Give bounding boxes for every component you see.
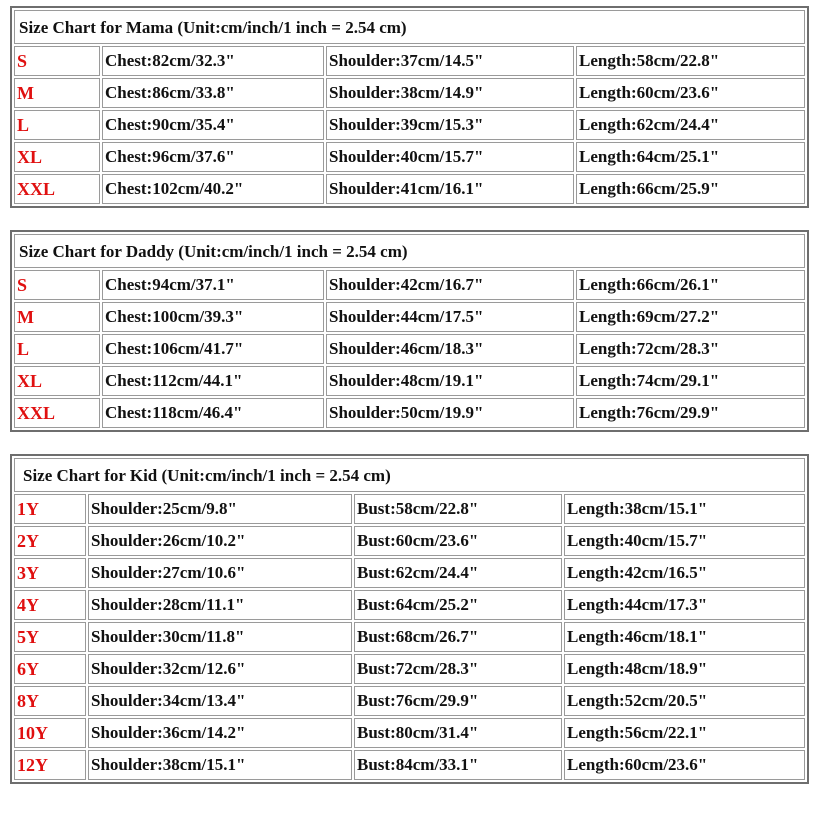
size-label: L — [14, 110, 100, 140]
chest-cell: Chest:90cm/35.4" — [102, 110, 324, 140]
bust-cell: Bust:62cm/24.4" — [354, 558, 562, 588]
size-label: L — [14, 334, 100, 364]
shoulder-cell: Shoulder:28cm/11.1" — [88, 590, 352, 620]
shoulder-cell: Shoulder:50cm/19.9" — [326, 398, 574, 428]
size-label: 1Y — [14, 494, 86, 524]
size-label: XXL — [14, 398, 100, 428]
table-row — [14, 494, 805, 524]
length-cell: Length:62cm/24.4" — [576, 110, 805, 140]
length-cell: Length:66cm/26.1" — [576, 270, 805, 300]
length-cell: Length:60cm/23.6" — [576, 78, 805, 108]
table-row — [14, 750, 805, 780]
length-cell: Length:66cm/25.9" — [576, 174, 805, 204]
table-row — [14, 590, 805, 620]
mama-size-table — [12, 44, 807, 206]
shoulder-cell: Shoulder:40cm/15.7" — [326, 142, 574, 172]
size-label: 3Y — [14, 558, 86, 588]
shoulder-cell: Shoulder:27cm/10.6" — [88, 558, 352, 588]
shoulder-cell: Shoulder:41cm/16.1" — [326, 174, 574, 204]
chest-cell: Chest:82cm/32.3" — [102, 46, 324, 76]
size-label: M — [14, 78, 100, 108]
shoulder-cell: Shoulder:30cm/11.8" — [88, 622, 352, 652]
size-label: XL — [14, 366, 100, 396]
length-cell: Length:69cm/27.2" — [576, 302, 805, 332]
length-cell: Length:42cm/16.5" — [564, 558, 805, 588]
table-row — [14, 142, 805, 172]
bust-cell: Bust:76cm/29.9" — [354, 686, 562, 716]
kid-size-table — [12, 492, 807, 782]
bust-cell: Bust:72cm/28.3" — [354, 654, 562, 684]
daddy-size-chart — [10, 230, 809, 432]
length-cell: Length:72cm/28.3" — [576, 334, 805, 364]
length-cell: Length:58cm/22.8" — [576, 46, 805, 76]
table-row — [14, 78, 805, 108]
table-row — [14, 526, 805, 556]
size-label: 6Y — [14, 654, 86, 684]
length-cell: Length:44cm/17.3" — [564, 590, 805, 620]
shoulder-cell: Shoulder:34cm/13.4" — [88, 686, 352, 716]
chest-cell: Chest:102cm/40.2" — [102, 174, 324, 204]
table-row — [14, 654, 805, 684]
table-row — [14, 558, 805, 588]
shoulder-cell: Shoulder:42cm/16.7" — [326, 270, 574, 300]
shoulder-cell: Shoulder:46cm/18.3" — [326, 334, 574, 364]
length-cell: Length:40cm/15.7" — [564, 526, 805, 556]
bust-cell: Bust:68cm/26.7" — [354, 622, 562, 652]
size-label: 8Y — [14, 686, 86, 716]
length-cell: Length:46cm/18.1" — [564, 622, 805, 652]
shoulder-cell: Shoulder:36cm/14.2" — [88, 718, 352, 748]
shoulder-cell: Shoulder:26cm/10.2" — [88, 526, 352, 556]
mama-size-chart — [10, 6, 809, 208]
table-row — [14, 174, 805, 204]
length-cell: Length:64cm/25.1" — [576, 142, 805, 172]
kid-chart-title: Size Chart for Kid (Unit:cm/inch/1 inch = 2.54 cm) — [14, 458, 805, 492]
shoulder-cell: Shoulder:39cm/15.3" — [326, 110, 574, 140]
shoulder-cell: Shoulder:37cm/14.5" — [326, 46, 574, 76]
chest-cell: Chest:118cm/46.4" — [102, 398, 324, 428]
chest-cell: Chest:86cm/33.8" — [102, 78, 324, 108]
length-cell: Length:60cm/23.6" — [564, 750, 805, 780]
bust-cell: Bust:60cm/23.6" — [354, 526, 562, 556]
size-label: XXL — [14, 174, 100, 204]
shoulder-cell: Shoulder:38cm/15.1" — [88, 750, 352, 780]
table-row — [14, 398, 805, 428]
length-cell: Length:52cm/20.5" — [564, 686, 805, 716]
mama-chart-title: Size Chart for Mama (Unit:cm/inch/1 inch = 2.54 cm) — [14, 10, 805, 44]
bust-cell: Bust:58cm/22.8" — [354, 494, 562, 524]
chest-cell: Chest:112cm/44.1" — [102, 366, 324, 396]
size-label: S — [14, 46, 100, 76]
table-row — [14, 46, 805, 76]
bust-cell: Bust:80cm/31.4" — [354, 718, 562, 748]
chest-cell: Chest:96cm/37.6" — [102, 142, 324, 172]
bust-cell: Bust:84cm/33.1" — [354, 750, 562, 780]
table-row — [14, 622, 805, 652]
length-cell: Length:48cm/18.9" — [564, 654, 805, 684]
size-label: M — [14, 302, 100, 332]
daddy-chart-title: Size Chart for Daddy (Unit:cm/inch/1 inch = 2.54 cm) — [14, 234, 805, 268]
shoulder-cell: Shoulder:44cm/17.5" — [326, 302, 574, 332]
daddy-size-table — [12, 268, 807, 430]
bust-cell: Bust:64cm/25.2" — [354, 590, 562, 620]
chest-cell: Chest:100cm/39.3" — [102, 302, 324, 332]
length-cell: Length:74cm/29.1" — [576, 366, 805, 396]
shoulder-cell: Shoulder:32cm/12.6" — [88, 654, 352, 684]
kid-size-chart — [10, 454, 809, 784]
length-cell: Length:56cm/22.1" — [564, 718, 805, 748]
size-label: 12Y — [14, 750, 86, 780]
size-label: 2Y — [14, 526, 86, 556]
table-row — [14, 302, 805, 332]
shoulder-cell: Shoulder:38cm/14.9" — [326, 78, 574, 108]
table-row — [14, 334, 805, 364]
chest-cell: Chest:94cm/37.1" — [102, 270, 324, 300]
size-label: 5Y — [14, 622, 86, 652]
table-row — [14, 366, 805, 396]
table-row — [14, 686, 805, 716]
size-label: XL — [14, 142, 100, 172]
shoulder-cell: Shoulder:25cm/9.8" — [88, 494, 352, 524]
length-cell: Length:38cm/15.1" — [564, 494, 805, 524]
size-label: S — [14, 270, 100, 300]
table-row — [14, 718, 805, 748]
length-cell: Length:76cm/29.9" — [576, 398, 805, 428]
table-row — [14, 110, 805, 140]
size-label: 4Y — [14, 590, 86, 620]
shoulder-cell: Shoulder:48cm/19.1" — [326, 366, 574, 396]
size-label: 10Y — [14, 718, 86, 748]
table-row — [14, 270, 805, 300]
chest-cell: Chest:106cm/41.7" — [102, 334, 324, 364]
